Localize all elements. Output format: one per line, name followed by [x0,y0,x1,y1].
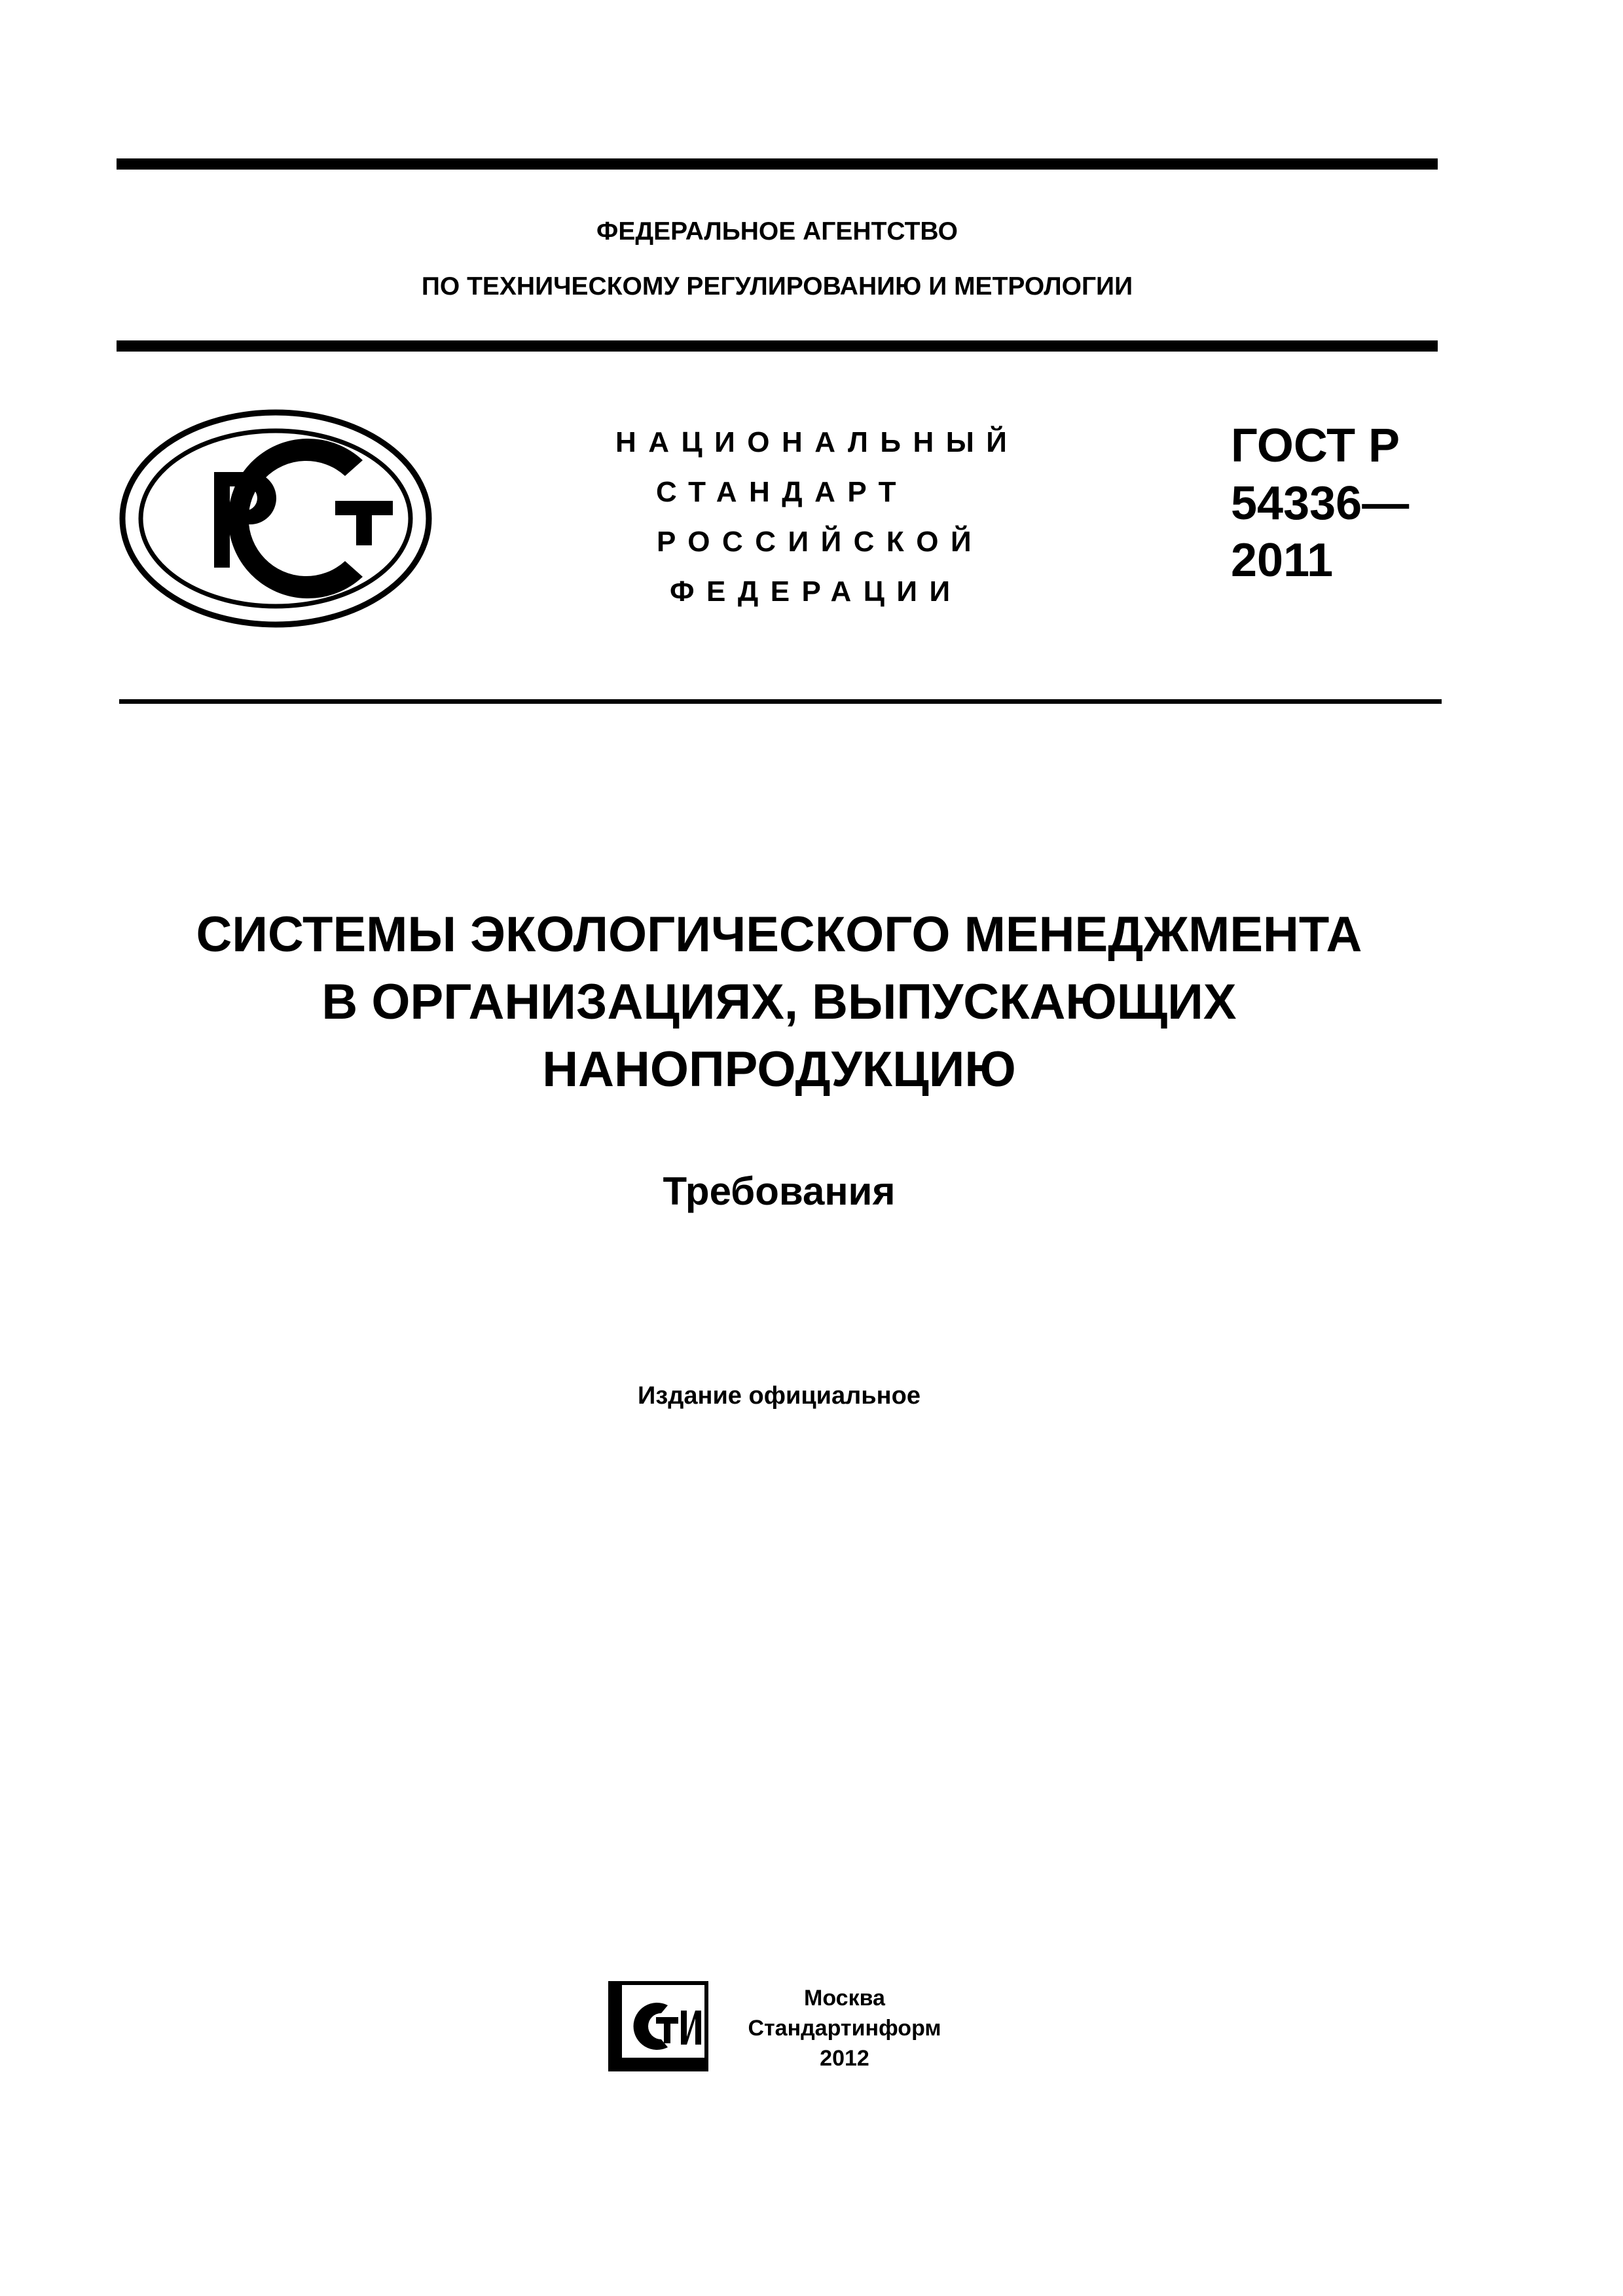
gost-designation-line-1: ГОСТ Р [1231,420,1400,472]
gost-designation-line-2: 54336— [1231,477,1410,530]
publisher-city: Москва [804,1986,885,2011]
document-subtitle: Требования [663,1169,896,1213]
gost-designation-line-3: 2011 [1231,534,1334,587]
agency-line-1: ФЕДЕРАЛЬНОЕ АГЕНТСТВО [596,217,958,246]
document-title-line-1: СИСТЕМЫ ЭКОЛОГИЧЕСКОГО МЕНЕДЖМЕНТА [196,907,1362,962]
document-title-line-2: В ОРГАНИЗАЦИЯХ, ВЫПУСКАЮЩИХ [321,974,1237,1030]
publisher-name: Стандартинформ [748,2016,941,2041]
document-title-line-3: НАНОПРОДУКЦИЮ [542,1042,1016,1097]
agency-line-2: ПО ТЕХНИЧЕСКОМУ РЕГУЛИРОВАНИЮ И МЕТРОЛОГИИ [421,272,1133,301]
national-standard-line-2: СТАНДАРТ [656,476,908,508]
middle-rule [117,340,1438,352]
top-rule [117,158,1438,170]
section-divider [119,699,1442,704]
national-standard-line-1: НАЦИОНАЛЬНЫЙ [615,426,1019,458]
sti-logo-icon [608,1980,709,2072]
national-standard-line-3: РОССИЙСКОЙ [657,526,984,558]
publication-year: 2012 [820,2046,869,2071]
edition-note: Издание официальное [638,1382,921,1410]
national-standard-line-4: ФЕДЕРАЦИИ [670,575,962,608]
rst-emblem-icon [119,409,432,629]
